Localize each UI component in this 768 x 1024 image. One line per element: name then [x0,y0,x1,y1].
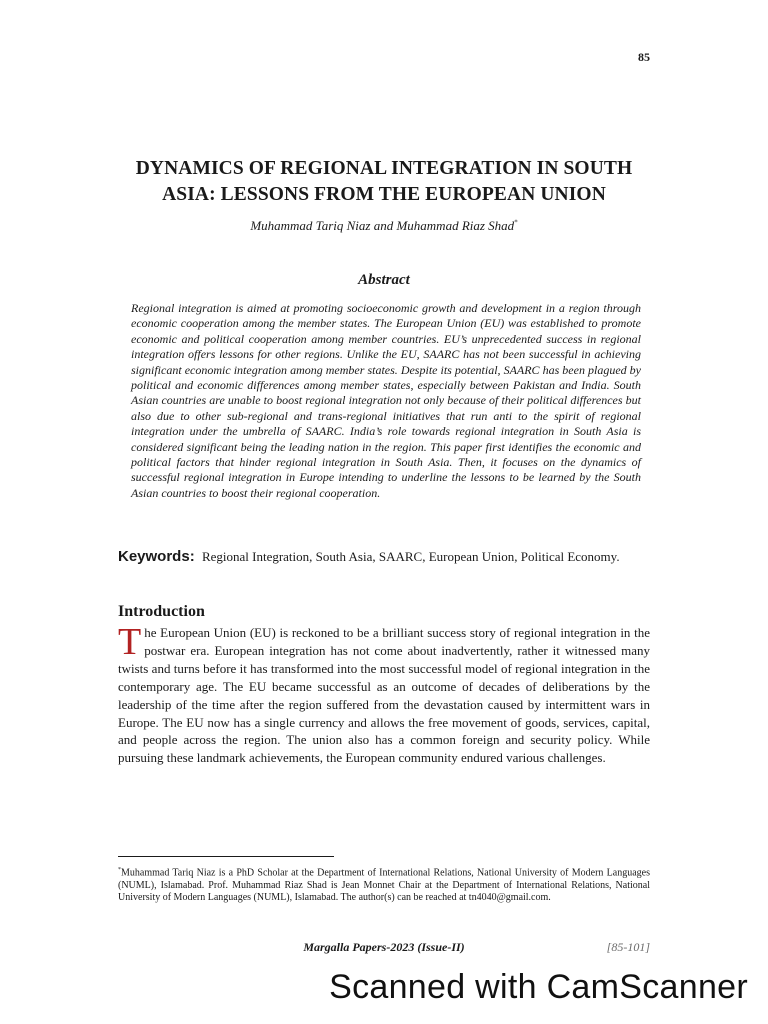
keywords-label: Keywords: [118,548,195,565]
keywords-text: Regional Integration, South Asia, SAARC, European Union, Political Economy. [201,549,620,564]
footnote [118,864,650,905]
footnote-rule [118,856,334,857]
abstract-heading: Abstract [358,272,410,288]
paper-title: DYNAMICS OF REGIONAL INTEGRATION IN SOUTH ASIA: LESSONS FROM THE EUROPEAN UNION [135,158,633,205]
footnote-text: Muhammad Tariq Niaz is a PhD Scholar at the Department of International Relations, National University of Modern Languages (NUML), Islamabad. Prof. Muhammad Riaz Shad is Jean Monnet Chair at the Department of International Relations, National University of Modern Languages (NUML), Islamabad. The author(s) can be reached at tn4040@gmail.com. [118,867,650,904]
keywords [118,548,650,566]
paper-authors [118,218,650,234]
introduction-text: he European Union (EU) is reckoned to be a brilliant success story of regional integration in the postwar era. European integration has not come about inadvertently, rather it witnessed many twists and turns before it has transformed into the most successful model of regional integration in the contemporary age. The EU became successful as an outcome of decades of deliberations by the leadership of the time after the region suffered from the devastation caused by intermittent wars in Europe. The EU now has a single currency and allows the free movement of goods, services, capital, and people across the region. The union also has a common foreign and security policy. While pursuing these landmark achievements, the European community endured various challenges. [118,625,650,766]
introduction-body [118,621,650,767]
authors-text: Muhammad Tariq Niaz and Muhammad Riaz Shad [250,218,515,233]
page-range: [85-101] [606,940,650,954]
introduction-heading: Introduction [118,603,205,620]
footnote-marker: * [118,867,121,873]
page-number: 85 [638,50,650,64]
journal-name: Margalla Papers-2023 (Issue-II) [303,940,465,954]
author-footnote-marker: * [514,218,518,227]
drop-cap: T [118,621,142,663]
scanner-watermark: Scanned with CamScanner [329,968,748,1006]
abstract-body: Regional integration is aimed at promoting socioeconomic growth and development in a region through economic cooperation among the member states. The European Union (EU) was established to promote economic and political cooperation among member countries. EU’s unprecedented success in regional integration offers lessons for other regions. Unlike the EU, SAARC has not been successful in achieving significant economic integration among member states. Despite its potential, SAARC has been plagued by political and economic differences among member states, especially between Pakistan and India. South Asian countries are unable to boost regional integration not only because of their political differences but also due to other sub-regional and trans-regional initiatives that run anti to the spirit of regional integration under the umbrella of SAARC. India’s role towards regional integration in South Asia is considered significant being the leading nation in the region. This paper first identifies the economic and political factors that hinder regional integration in South Asia. Then, it focuses on the dynamics of successful regional integration in Europe intending to underline the lessons to be learned by the South Asian countries to boost their regional cooperation. [131,301,641,500]
